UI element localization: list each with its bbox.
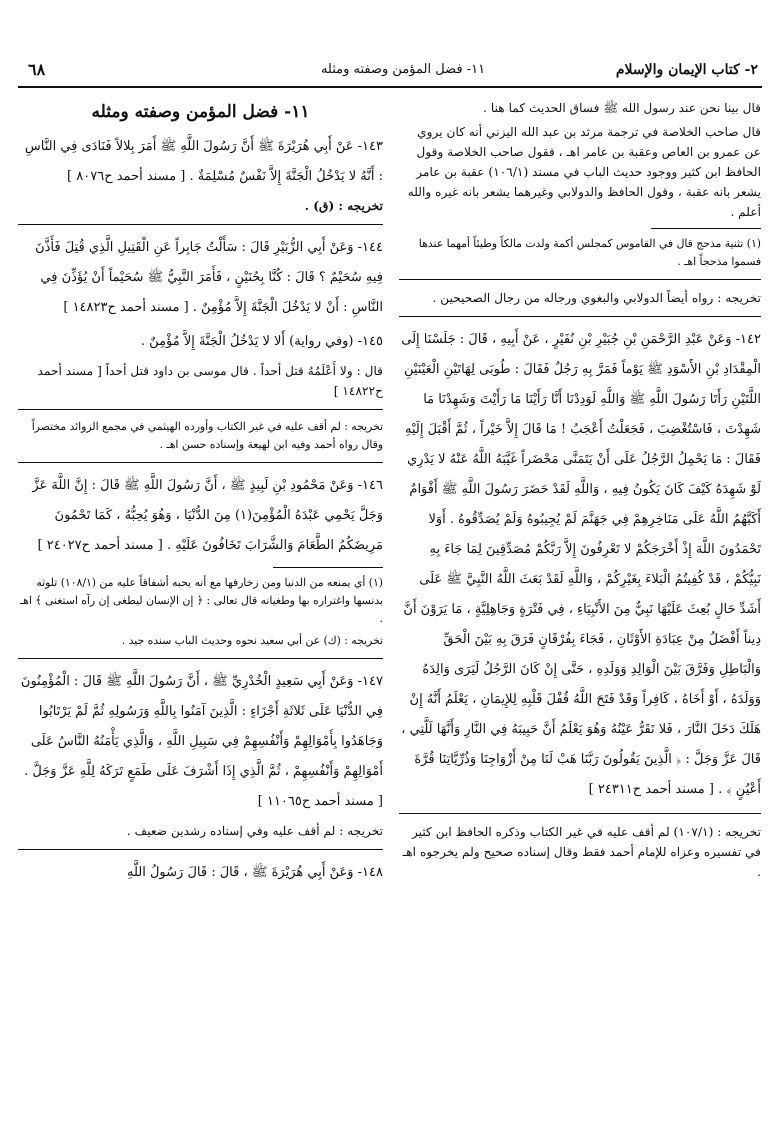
hadith-147: ١٤٧- وَعَنْ أَبِي سَعِيدٍ الْخُدْرِيِّ ﷺ ، أَنَّ رَسُولَ اللَّهِ ﷺ قَالَ : الْمُؤْمِنُونَ فِي الدُّنْيَا عَلَى ثَلاثَةِ أَجْزَاءٍ : الَّذِينَ آمَنُوا بِاللَّهِ وَرَسُولِهِ ثُمَّ لَمْ يَرْتَابُوا وَجَاهَدُوا بِأَمْوَالِهِمْ وَأَنْفُسِهِمْ فِي سَبِيلِ اللَّهِ ، وَالَّذِي يَأْمَنُهُ النَّاسُ عَلَى أَمْوَالِهِمْ وَأَنْفُسِهِمْ ، ثُمَّ الَّذِي إِذَا أَشْرَفَ عَلَى طَمَعٍ تَرَكَهُ لِلَّهِ عَزَّ وَجَلَّ . [ مسند أحمد ح١١٠٦٥ ] [20, 674, 383, 809]
divider [399, 316, 761, 317]
divider [18, 224, 383, 225]
page-number: ٦٨ [28, 60, 46, 79]
hadith-144: ١٤٤- وَعَنْ أَبِي الزُّبَيْرِ قَالَ : سَأَلْتُ جَابِراً عَنِ الْقَتِيلِ الَّذِي قُتِلَ فَأَذَّنَ فِيهِ سُحَيْمٌ ؟ قَالَ : كُنَّا بِحُنَيْنٍ ، فَأَمَرَ النَّبِيُّ ﷺ سُحَيْماً أَنْ يُؤَذِّنَ فِي النَّاسِ : أَنْ لا يَدْخُلَ الْجَنَّةَ إِلاَّ مُؤْمِنٌ . [ مسند أحمد ح١٤٨٢٣ ] [35, 240, 383, 315]
takhrij-note: تخريجه : (ق) . [304, 199, 383, 213]
hadith-148: ١٤٨- وَعَنْ أَبِي هُرَيْرَةَ ﷺ ، قَالَ : قَالَ رَسُولُ اللَّهِ [127, 865, 383, 880]
paragraph: قال صاحب الخلاصة في ترجمة مرثد بن عبد الله اليزني أنه كان يروي عن عمرو بن العاص وعقبة بن عامر اهـ ، فقول صاحب الخلاصة وقول الحافظ ابن كثير ووجود حديث الباب في مسند (١٠٦/١) عقبة بن عامر يشعر بانه عقبة ، وقول الحافظ والدولابي وغيرهما يشعر بانه غيره والله أعلم . [407, 125, 761, 219]
hadith-146: ١٤٦- وَعَنْ مَحْمُودِ بْنِ لَبِيدٍ ﷺ ، أَنَّ رَسُولَ اللَّهِ ﷺ قَالَ : إِنَّ اللَّهَ عَزَّ وَجَلَّ يَحْمِي عَبْدَهُ الْمُؤْمِنَ(١) مِنَ الدُّنْيَا ، وَهُوَ يُحِبُّهُ ، كَمَا تَحْمُونَ مَرِيضَكُمُ الطَّعَامَ وَالشَّرَابَ تَخَافُونَ عَلَيْهِ . [ مسند أحمد ح٢٤٠٢٧ ] [32, 478, 383, 553]
paragraph: قال بينا نحن عند رسول الله ﷺ فساق الحديث كما هنا . [483, 101, 761, 115]
footnote: (١) تثنية مذحج قال في القاموس كمجلس أكمة ولدت مالكاً وطيئاً أمهما عندها فسموا مذحجاً اهـ . [418, 237, 761, 268]
divider [399, 813, 761, 814]
footnote-divider [651, 228, 761, 229]
paragraph: قال : ولا أَعْلَمُهُ قتل أحداً . قال موسى بن داود قتل أحداً [ مسند أحمد ح١٤٨٢٢ ] [37, 364, 383, 398]
takhrij-note: تخريجه : (ك) عن أبي سعيد نحوه وحديث الباب سنده جيد . [121, 634, 383, 647]
divider [18, 462, 383, 463]
page-header [18, 58, 762, 88]
footnote: (١) أي يمنعه من الدنيا ومن زخارفها مع أنه يحبه أشفاقاً عليه من (١٠٨/١) تلوثه بدنسها واغتراره بها وطغيانه قال تعالى : ﴿ إن الإنسان ليطغى إن رآه استغنى ﴾ اهـ . [20, 576, 383, 625]
divider [18, 409, 383, 410]
divider [18, 849, 383, 850]
book-title: ٢- كتاب الإيمان والإسلام [615, 62, 758, 78]
hadith-145: ١٤٥- (وفي رواية) أَلا لا يَدْخُلُ الْجَنَّةَ إِلاَّ مُؤْمِنٌ . [140, 334, 383, 349]
divider [399, 279, 761, 280]
footnote-divider [273, 567, 383, 568]
hadith-142: ١٤٢- وَعَنْ عَبْدِ الرَّحْمَنِ بْنِ جُبَيْرِ بْنِ نُفَيْرٍ ، عَنْ أَبِيهِ ، قَالَ : جَلَسْنَا إِلَى الْمِقْدَادِ بْنِ الأَسْوَدِ ﷺ يَوْماً فَمَرَّ بِهِ رَجُلٌ فَقَالَ : طُوبَى لِهَاتَيْنِ الْعَيْنَيْنِ اللَّتَيْنِ رَأَتَا رَسُولَ اللَّهِ ﷺ وَاللَّهِ لَوَدِدْنَا أَنَّا رَأَيْنَا مَا رَأَيْتَ وَشَهِدْنَا مَا شَهِدْتَ ، فَاسْتُغْضِبَ ، فَجَعَلْتُ أَعْجَبُ ! مَا قَالَ إِلاَّ خَيْراً ، ثُمَّ أَقْبَلَ إِلَيْهِ فَقَالَ : مَا يَحْمِلُ الرَّجُلُ عَلَى أَنْ يَتَمَنَّى مَحْضَراً غَيَّبَهُ اللَّهُ عَنْهُ لا يَدْرِي لَوْ شَهِدَهُ كَيْفَ كَانَ يَكُونُ فِيهِ ، وَاللَّهِ لَقَدْ حَضَرَ رَسُولَ اللَّهِ ﷺ أَقْوَامٌ أَكَبَّهُمُ اللَّهُ عَلَى مَنَاخِرِهِمْ فِي جَهَنَّمَ لَمْ يُجِيبُوهُ وَلَمْ يُصَدِّقُوهُ . أَوَلا تَحْمَدُونَ اللَّهَ إِذْ أَخْرَجَكُمْ لا تَعْرِفُونَ إِلاَّ رَبَّكُمْ مُصَدِّقِينَ لِمَا جَاءَ بِهِ نَبِيُّكُمْ ، قَدْ كُفِيتُمُ الْبَلاءَ بِغَيْرِكُمْ ، وَاللَّهِ لَقَدْ بَعَثَ اللَّهُ النَّبِيَّ ﷺ عَلَى أَشَدِّ حَالٍ بُعِثَ عَلَيْهَا نَبِيٌّ مِنَ الأَنْبِيَاءِ ، فِي فَتْرَةٍ وَجَاهِلِيَّةٍ ، مَا يَرَوْنَ أَنَّ دِيناً أَفْضَلُ مِنْ عِبَادَةِ الأَوْثَانِ ، فَجَاءَ بِفُرْقَانٍ فَرَقَ بِهِ بَيْنَ الْحَقِّ وَالْبَاطِلِ وَفَرَّقَ بَيْنَ الْوَالِدِ وَوَلَدِهِ ، حَتَّى إِنْ كَانَ الرَّجُلُ لَيَرَى وَالِدَهُ وَوَلَدَهُ ، أَوْ أَخَاهُ ، كَافِراً وَقَدْ فَتَحَ اللَّهُ قُفْلَ قَلْبِهِ لِلإِيمَانِ ، يَعْلَمُ أَنَّهُ إِنْ هَلَكَ دَخَلَ النَّارَ ، فَلا تَقَرُّ عَيْنُهُ وَهُوَ يَعْلَمُ أَنَّ حَبِيبَهُ فِي النَّارِ وَأَنَّهَا لَلَّتِي ، قَالَ عَزَّ وَجَلَّ : ﴿ الَّذِينَ يَقُولُونَ رَبَّنَا هَبْ لَنَا مِنْ أَزْوَاجِنَا وَذُرِّيَّاتِنَا قُرَّةَ أَعْيُنٍ ﴾ . [ مسند أحمد ح٢٤٣١١ ] [401, 332, 761, 797]
takhrij-note: تخريجه : لم أقف عليه وفي إسناده رشدين ضعيف . [126, 824, 383, 838]
takhrij-note: تخريجه : لم أقف عليه في غير الكتاب وأورده الهيثمي في مجمع الزوائد مختصراً وقال رواه أحمد وفيه ابن لهيعة وإسناده حسن اهـ . [31, 420, 383, 451]
running-chapter-title: ١١- فضل المؤمن وصفته ومثله [320, 62, 486, 77]
divider [18, 658, 383, 659]
section-title: ١١- فضل المؤمن وصفته ومثله [91, 102, 310, 122]
takhrij-note: تخريجه : (١٠٧/١) لم أقف عليه في غير الكتاب وذكره الحافظ ابن كثير في تفسيره وعزاه للإمام أحمد فقط وقال إسناده صحيح ولم يخرجوه اهـ . [402, 825, 761, 879]
right-column [399, 98, 761, 1118]
takhrij-note: تخريجه : رواه أيضاً الدولابي والبغوي ورجاله من رجال الصحيحين . [432, 291, 761, 305]
hadith-143: ١٤٣- عَنْ أَبِي هُرَيْرَةَ ﷺ أَنَّ رَسُولَ اللَّهِ ﷺ أَمَرَ بِلالاً فَنَادَى فِي النَّاسِ : أَنَّهُ لا يَدْخُلُ الْجَنَّةَ إِلاَّ نَفْسٌ مُسْلِمَةٌ . [ مسند أحمد ح٨٠٧٦ ] [24, 139, 383, 184]
left-column [18, 98, 383, 1118]
